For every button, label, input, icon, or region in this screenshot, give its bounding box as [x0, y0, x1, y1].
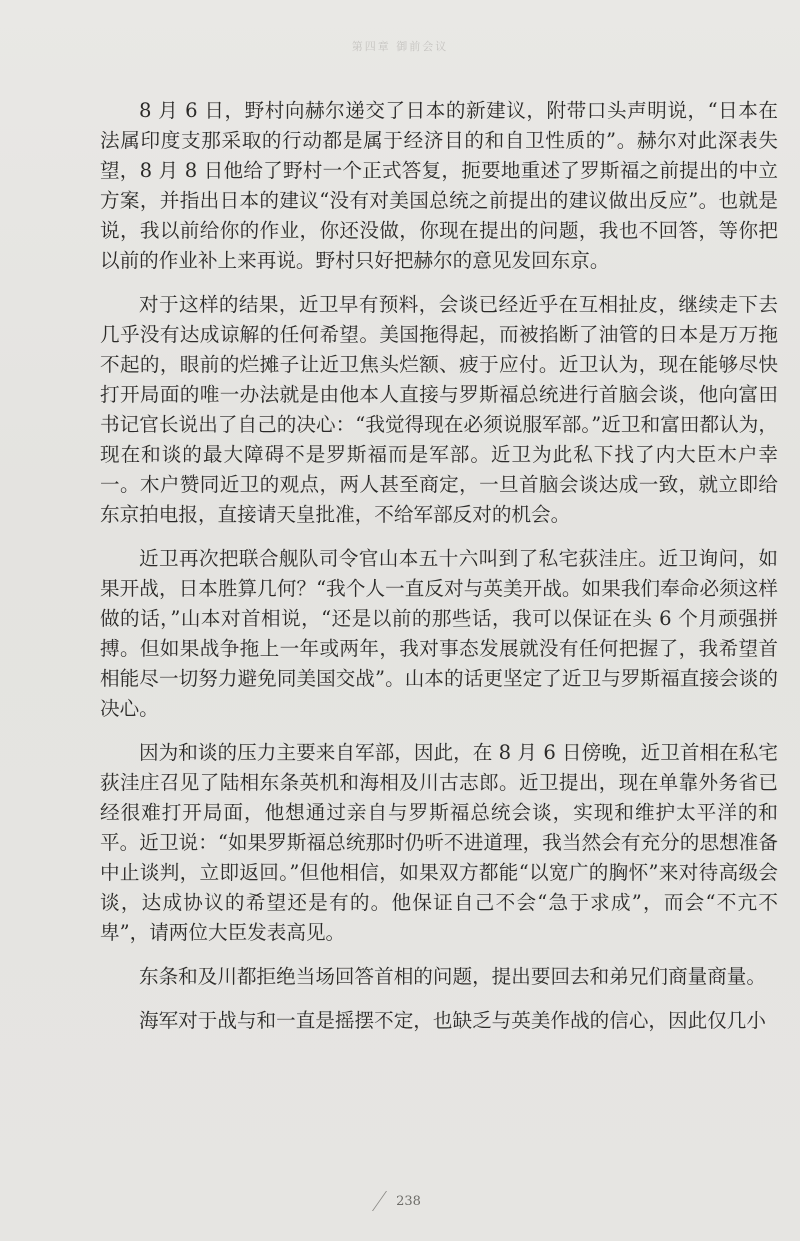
paragraph-1: 8 月 6 日，野村向赫尔递交了日本的新建议，附带口头声明说，“日本在法属印度支那采取的行动都是属于经济目的和自卫性质的”。赫尔对此深表失望，8 月 8 日他给了野村一个正式答复，扼要地重述了罗斯福之前提出的中立方案，并指出日本的建议“没有对美国总统之前提出的建议做出反应”。也就是说，我以前给你的作业，你还没做，你现在提出的问题，我也不回答，等你把以前的作业补上来再说。野村只好把赫尔的意见发回东京。 [100, 99, 778, 272]
running-head: 第四章 御前会议 [351, 40, 449, 53]
paragraph-6: 海军对于战与和一直是摇摆不定，也缺乏与英美作战的信心，因此仅几小 [139, 1009, 766, 1032]
page-number: 238 [396, 1194, 421, 1209]
paragraph-4: 因为和谈的压力主要来自军部，因此，在 8 月 6 日傍晚，近卫首相在私宅荻洼庄召见了陆相东条英机和海相及川古志郎。近卫提出，现在单靠外务省已经很难打开局面，他想通过亲自与罗斯福总统会谈，实现和维护太平洋的和平。近卫说：“如果罗斯福总统那时仍听不进道理，我当然会有充分的思想准备中止谈判，立即返回。”但他相信，如果双方都能“以宽广的胸怀”来对待高级会谈，达成协议的希望还是有的。他保证自己不会“急于求成”，而会“不亢不卑”，请两位大臣发表高见。 [100, 741, 778, 944]
body-text [100, 96, 778, 1050]
page-number-footer [0, 1191, 800, 1211]
paragraph-2: 对于这样的结果，近卫早有预料，会谈已经近乎在互相扯皮，继续走下去几乎没有达成谅解的任何希望。美国拖得起，而被掐断了油管的日本是万万拖不起的，眼前的烂摊子让近卫焦头烂额、疲于应付。近卫认为，现在能够尽快打开局面的唯一办法就是由他本人直接与罗斯福总统进行首脑会谈，他向富田书记官长说出了自己的决心：“我觉得现在必须说服军部。”近卫和富田都认为，现在和谈的最大障碍不是罗斯福而是军部。近卫为此私下找了内大臣木户幸一。木户赞同近卫的观点，两人甚至商定，一旦首脑会谈达成一致，就立即给东京拍电报，直接请天皇批准，不给军部反对的机会。 [100, 293, 778, 526]
paragraph-5: 东条和及川都拒绝当场回答首相的问题，提出要回去和弟兄们商量商量。 [139, 965, 766, 988]
paragraph-3: 近卫再次把联合舰队司令官山本五十六叫到了私宅荻洼庄。近卫询问，如果开战，日本胜算几何？“我个人一直反对与英美开战。如果我们奉命必须这样做的话，”山本对首相说，“还是以前的那些话，我可以保证在头 6 个月顽强拼搏。但如果战争拖上一年或两年，我对事态发展就没有任何把握了，我希望首相能尽一切努力避免同美国交战”。山本的话更坚定了近卫与罗斯福直接会谈的决心。 [100, 547, 778, 720]
